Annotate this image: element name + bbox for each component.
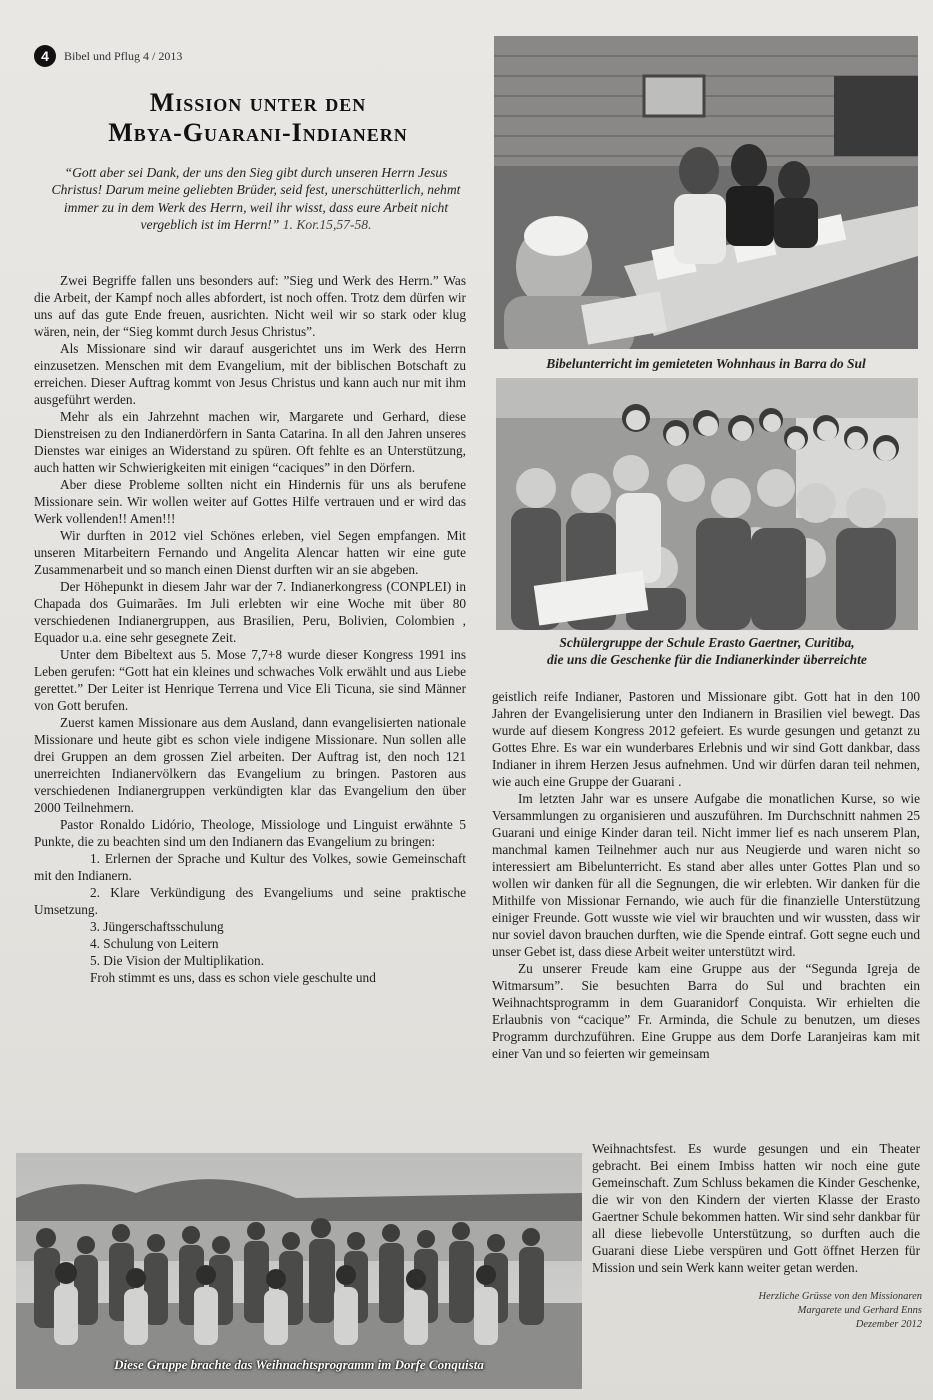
- paragraph: Weihnachtsfest. Es wurde gesungen und ein Theater gebracht. Bei einem Imbiss hatten wir noch eine gute Gemeinschaft. Zum Schluss bekamen die Kinder Geschenke, die wir von den Kindern der vierten Klasse der Erasto Gaertner Schule bekommen hatten. Wir sind sehr dankbar für all diese liebevolle Unterstützung, so durften auch die Guarani diese Liebe verspüren und Gott öffnet Herzen für Mission und sein Werk kann weiter getan werden.: [592, 1141, 920, 1275]
- signature-line: Herzliche Grüsse von den Missionaren: [758, 1291, 922, 1302]
- caption-line: Schülergruppe der Schule Erasto Gaertner, Curitiba,: [559, 635, 855, 650]
- paragraph: Mehr als ein Jahrzehnt machen wir, Margarete und Gerhard, diese Dienstreisen zu den Indianerdörfern in Santa Catarina. In all den Jahren unseres Dienstes war einiges an Widerstand zu spüren. Oft fehlte es an Unterstützung, auch hatten wir Schwierigkeiten mit einigen “caciques” in den Dörfern.: [34, 409, 466, 475]
- title-line-1: Mission unter den: [149, 88, 367, 117]
- list-item: 2. Klare Verkündigung des Evangeliums und seine praktische Umsetzung.: [34, 885, 466, 917]
- bible-verse: [48, 164, 464, 234]
- paragraph: Zuerst kamen Missionare aus dem Ausland, dann evangelisierten nationale Missionare und heute gibt es schon viele indigene Missionare. Nun sollen alle drei Gruppen an dem grossen Ziel arbeiten. Der Auftrag ist, den noch 121 unerreichten Indianervölkern das Evangelium zu bringen. Pastoren aus verschiedenen Indianergruppen verkündigten klar das Evangelium den über 2000 Teilnehmern.: [34, 715, 466, 815]
- paragraph: Unter dem Bibeltext aus 5. Mose 7,7+8 wurde dieser Kongress 1991 ins Leben gerufen: “Gott hat ein kleines und schwaches Volk erwählt und aus Liebe gerettet.” Der Leiter ist Henrique Terrena und Vice Eli Ticuna, sie sind Männer von Gott berufen.: [34, 647, 466, 713]
- paragraph: Zu unserer Freude kam eine Gruppe aus der “Segunda Igreja de Witmarsum”. Sie besuchten Barra do Sul und brachten ein Weihnachtsprogramm in dem Guaranidorf Conquista. Wir erhielten die Erlaubnis von “cacique” Fr. Arminda, die Schule zu benutzen, um dieses Programm durchzuführen. Eine Gruppe aus dem Dorfe Laranjeiras kam mit einer Van und so feierten wir gemeinsam: [492, 961, 920, 1061]
- left-column: [34, 272, 466, 986]
- paragraph: Im letzten Jahr war es unsere Aufgabe die monatlichen Kurse, so wie Versammlungen zu organisieren und auszuführen. Im Durchschnitt nahmen 25 Guarani und einige Kinder daran teil. Nicht immer lief es nach unserem Plan, manchmal kamen Teilnehmer auch nur aus Neugierde und waren nicht so interessiert am Bibelunterricht. Es stand aber alles unter Gottes Plan und so wollen wir danken für all die Segnungen, die wir erlebten. Wir danken für die Mithilfe von Missionar Fernando, wie auch für die finanzielle Unterstützung einiger Freunde. Gott wusste wie viel wir brauchten und wir wussten, dass wir nur soviel davon brauchen durften, wie die Spende eintraf. Gott segne euch und unser Gebet ist, dass diese Arbeit weiter unterstützt wird.: [492, 791, 920, 959]
- list-item: 4. Schulung von Leitern: [90, 936, 219, 951]
- magazine-issue: Bibel und Pflug 4 / 2013: [64, 48, 183, 63]
- signature-line: Margarete und Gerhard Enns: [797, 1305, 922, 1316]
- paragraph: Wir durften in 2012 viel Schönes erleben, viel Segen empfangen. Mit unseren Mitarbeitern Fernando und Angelita Alencar hatten wir eine gute Zusammenarbeit und so manch einen Dienst durften wir an sie abgeben.: [34, 528, 466, 577]
- paragraph: Als Missionare sind wir darauf ausgerichtet uns im Werk des Herrn einzusetzen. Menschen mit dem Evangelium, mit der biblischen Botschaft zu erreichen. Dieser Auftrag kommt von Jesus Christus und kann auch nur mit ihm ausgeführt werden.: [34, 341, 466, 407]
- list-item: 3. Jüngerschaftsschulung: [90, 919, 224, 934]
- photo-caption: Bibelunterricht im gemieteten Wohnhaus in Barra do Sul: [546, 356, 866, 371]
- signature-line: Dezember 2012: [855, 1319, 922, 1330]
- paragraph: Zwei Begriffe fallen uns besonders auf: ”Sieg und Werk des Herrn.” Was die Arbeit, der Kampf noch alles abfordert, ist noch offen. Trotz dem dürfen wir uns auf das gute Ende freuen, ausrichten. Nicht weil wir so stark oder klug wären, nein, der “Sieg kommt durch Jesus Christus”.: [34, 273, 466, 339]
- signature: [700, 1290, 922, 1332]
- title-line-2: Mbya-Guarani-Indianern: [108, 118, 408, 147]
- verse-reference: 1. Kor.15,57-58.: [282, 217, 372, 233]
- student-group-photo: [496, 378, 918, 630]
- verse-text: “Gott aber sei Dank, der uns den Sieg gibt durch unseren Herrn Jesus Christus! Darum meine geliebten Brüder, seid fest, unerschütterlich, nehmt immer zu in dem Werk des Herrn, weil ihr wisst, dass eure Arbeit nicht vergeblich ist im Herrn!”: [51, 165, 461, 233]
- paragraph: Aber diese Probleme sollten nicht ein Hindernis für uns als berufene Missionare sein. Wir wollen weiter auf Gottes Hilfe vertrauen und er wird das Werk vollenden!! Amen!!!: [34, 477, 466, 526]
- paragraph: geistlich reife Indianer, Pastoren und Missionare gibt. Gott hat in den 100 Jahren der Evangelisierung unter den Indianern in Brasilien viel bewegt. Das wurde auf diesem Kongress 2012 gefeiert. Es wurde gesungen und getanzt zu Gottes Ehre. Es war ein wunderbares Erlebnis und wir sind Gott dankbar, dass Indianer in ihrem Herzen Jesus aufnehmen. Und wir dürfen daran teil nehmen, wie auch eine Gruppe der Guarani .: [492, 689, 920, 789]
- right-column: [492, 688, 920, 1062]
- photo-caption: [496, 634, 918, 668]
- list-item: 1. Erlernen der Sprache und Kultur des Volkes, sowie Gemeinschaft mit den Indianern.: [34, 851, 466, 883]
- article-title: [30, 88, 486, 148]
- page-number: 4: [34, 45, 56, 67]
- beach-group-photo: [16, 1153, 582, 1389]
- paragraph: Der Höhepunkt in diesem Jahr war der 7. Indianerkongress (CONPLEI) in Chapada dos Guimarães. Im Juli erlebten wir eine Woche mit über 80 verschiedenen Indianergruppen, aus Brasilien, Peru, Bolivien, Colombien , Equador u.a. eine sehr gesegnete Zeit.: [34, 579, 466, 645]
- page-header: [34, 44, 182, 68]
- list-item: 5. Die Vision der Multiplikation.: [90, 953, 265, 968]
- photo-caption: Diese Gruppe brachte das Weihnachtsprogramm im Dorfe Conquista: [114, 1357, 484, 1372]
- bible-class-photo: [494, 36, 918, 349]
- paragraph: Pastor Ronaldo Lidório, Theologe, Missiologe und Linguist erwähnte 5 Punkte, die zu beachten sind um den Indianern das Evangelium zu bringen:: [34, 817, 466, 849]
- right-column-continued: [592, 1140, 920, 1276]
- paragraph: Froh stimmt es uns, dass es schon viele geschulte und: [90, 970, 376, 985]
- caption-line: die uns die Geschenke für die Indianerkinder überreichte: [547, 652, 867, 667]
